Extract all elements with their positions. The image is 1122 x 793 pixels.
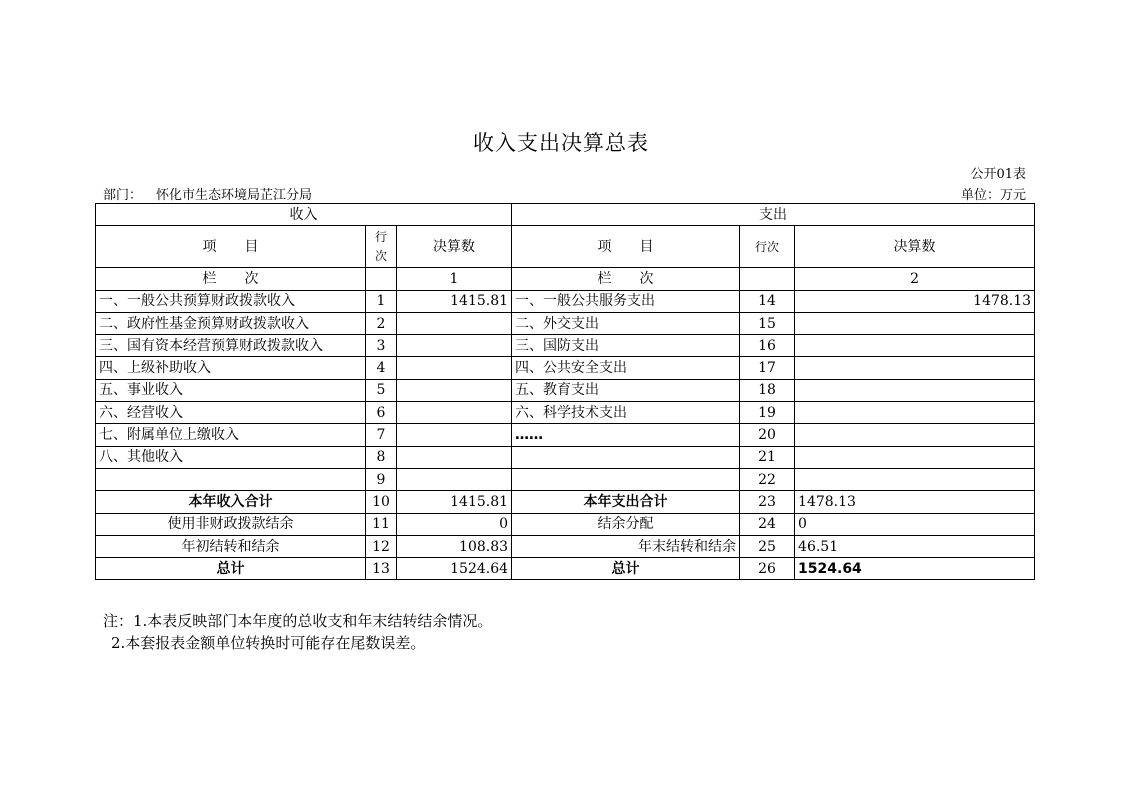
expense-item xyxy=(512,446,740,468)
expense-item: 三、国防支出 xyxy=(512,335,740,357)
expense-section-header: 支出 xyxy=(512,204,1035,226)
expense-row-no: 26 xyxy=(740,558,795,580)
table-row xyxy=(96,402,1035,424)
table-row xyxy=(96,468,1035,490)
table-row xyxy=(96,312,1035,334)
department-line xyxy=(103,184,312,203)
expense-amount xyxy=(795,402,1035,424)
income-grand-total-label: 总计 xyxy=(96,558,366,580)
income-amount xyxy=(397,335,512,357)
income-section-header: 收入 xyxy=(96,204,512,226)
income-expense-table xyxy=(95,203,1035,580)
page-title: 收入支出决算总表 xyxy=(473,131,649,155)
expense-row-no: 20 xyxy=(740,424,795,446)
expense-item: …… xyxy=(512,424,740,446)
income-item: 六、经营收入 xyxy=(96,402,366,424)
income-rowno-header xyxy=(366,226,397,268)
empty-cell xyxy=(366,268,397,290)
income-row-no: 1 xyxy=(366,290,397,312)
income-row-no: 7 xyxy=(366,424,397,446)
income-row-no: 5 xyxy=(366,379,397,401)
carryover-row xyxy=(96,535,1035,557)
expense-row-no: 15 xyxy=(740,312,795,334)
grand-total-row xyxy=(96,558,1035,580)
income-row-no: 12 xyxy=(366,535,397,557)
income-item: 四、上级补助收入 xyxy=(96,357,366,379)
header-row-columns xyxy=(96,226,1035,268)
income-row-no: 6 xyxy=(366,402,397,424)
expense-row-no: 23 xyxy=(740,491,795,513)
income-row-no: 13 xyxy=(366,558,397,580)
income-total-amount: 1415.81 xyxy=(397,491,512,513)
expense-row-no: 18 xyxy=(740,379,795,401)
expense-item: 二、外交支出 xyxy=(512,312,740,334)
column-index-row xyxy=(96,268,1035,290)
income-column-index: 1 xyxy=(397,268,512,290)
expense-row-no: 16 xyxy=(740,335,795,357)
income-column-label: 栏 次 xyxy=(96,268,366,290)
table-row xyxy=(96,379,1035,401)
income-amount: 1415.81 xyxy=(397,290,512,312)
form-code: 公开01表 xyxy=(970,167,1026,182)
income-item: 七、附属单位上缴收入 xyxy=(96,424,366,446)
income-item-header: 项 目 xyxy=(96,226,366,268)
unit-label: 单位：万元 xyxy=(960,188,1026,203)
expense-grand-total-label: 总计 xyxy=(512,558,740,580)
income-item: 二、政府性基金预算财政拨款收入 xyxy=(96,312,366,334)
expense-rowno-header: 行次 xyxy=(740,226,795,268)
expense-amount xyxy=(795,357,1035,379)
income-amount xyxy=(397,446,512,468)
expense-item-header: 项 目 xyxy=(512,226,740,268)
department-label: 部门： xyxy=(103,188,143,203)
expense-amount xyxy=(795,446,1035,468)
rowno-top-char: 行 xyxy=(374,229,387,244)
income-item xyxy=(96,468,366,490)
header-row-sections xyxy=(96,204,1035,226)
expense-amount: 46.51 xyxy=(795,535,1035,557)
expense-column-label: 栏 次 xyxy=(512,268,740,290)
rowno-bottom-char: 次 xyxy=(374,248,387,263)
expense-row-no: 25 xyxy=(740,535,795,557)
table-row xyxy=(96,446,1035,468)
income-amount: 0 xyxy=(397,513,512,535)
empty-cell xyxy=(740,268,795,290)
expense-amount: 1478.13 xyxy=(795,290,1035,312)
income-amount xyxy=(397,379,512,401)
expense-item xyxy=(512,468,740,490)
expense-row-no: 19 xyxy=(740,402,795,424)
income-total-label: 本年收入合计 xyxy=(96,491,366,513)
expense-amount xyxy=(795,468,1035,490)
table-row xyxy=(96,424,1035,446)
income-amount-header: 决算数 xyxy=(397,226,512,268)
income-amount xyxy=(397,402,512,424)
non-fiscal-balance-row xyxy=(96,513,1035,535)
expense-amount xyxy=(795,379,1035,401)
expense-item: 四、公共安全支出 xyxy=(512,357,740,379)
income-amount xyxy=(397,357,512,379)
table-row xyxy=(96,290,1035,312)
expense-item: 一、一般公共服务支出 xyxy=(512,290,740,312)
income-grand-total-amount: 1524.64 xyxy=(397,558,512,580)
income-amount xyxy=(397,424,512,446)
income-amount xyxy=(397,468,512,490)
income-item: 使用非财政拨款结余 xyxy=(96,513,366,535)
expense-total-label: 本年支出合计 xyxy=(512,491,740,513)
income-item: 年初结转和结余 xyxy=(96,535,366,557)
footnote-1: 注：1.本表反映部门本年度的总收支和年末结转结余情况。 xyxy=(103,612,493,630)
income-row-no: 2 xyxy=(366,312,397,334)
income-row-no: 9 xyxy=(366,468,397,490)
income-row-no: 4 xyxy=(366,357,397,379)
income-item: 一、一般公共预算财政拨款收入 xyxy=(96,290,366,312)
income-item: 三、国有资本经营预算财政拨款收入 xyxy=(96,335,366,357)
expense-grand-total-amount: 1524.64 xyxy=(795,558,1035,580)
table-row xyxy=(96,335,1035,357)
total-row-current-year xyxy=(96,491,1035,513)
expense-item: 六、科学技术支出 xyxy=(512,402,740,424)
expense-amount xyxy=(795,335,1035,357)
expense-item: 五、教育支出 xyxy=(512,379,740,401)
expense-amount xyxy=(795,424,1035,446)
income-row-no: 10 xyxy=(366,491,397,513)
income-item: 五、事业收入 xyxy=(96,379,366,401)
footnotes xyxy=(103,610,492,654)
income-amount: 108.83 xyxy=(397,535,512,557)
table-row xyxy=(96,357,1035,379)
expense-total-amount: 1478.13 xyxy=(795,491,1035,513)
income-amount xyxy=(397,312,512,334)
income-row-no: 11 xyxy=(366,513,397,535)
footnote-2: 2.本套报表金额单位转换时可能存在尾数误差。 xyxy=(111,634,426,652)
department-value: 怀化市生态环境局芷江分局 xyxy=(156,188,313,203)
expense-column-index: 2 xyxy=(795,268,1035,290)
expense-row-no: 14 xyxy=(740,290,795,312)
income-item: 八、其他收入 xyxy=(96,446,366,468)
expense-item: 结余分配 xyxy=(512,513,740,535)
expense-row-no: 17 xyxy=(740,357,795,379)
expense-amount-header: 决算数 xyxy=(795,226,1035,268)
expense-row-no: 22 xyxy=(740,468,795,490)
expense-item: 年末结转和结余 xyxy=(512,535,740,557)
expense-amount: 0 xyxy=(795,513,1035,535)
income-row-no: 8 xyxy=(366,446,397,468)
expense-row-no: 21 xyxy=(740,446,795,468)
income-row-no: 3 xyxy=(366,335,397,357)
expense-amount xyxy=(795,312,1035,334)
expense-row-no: 24 xyxy=(740,513,795,535)
